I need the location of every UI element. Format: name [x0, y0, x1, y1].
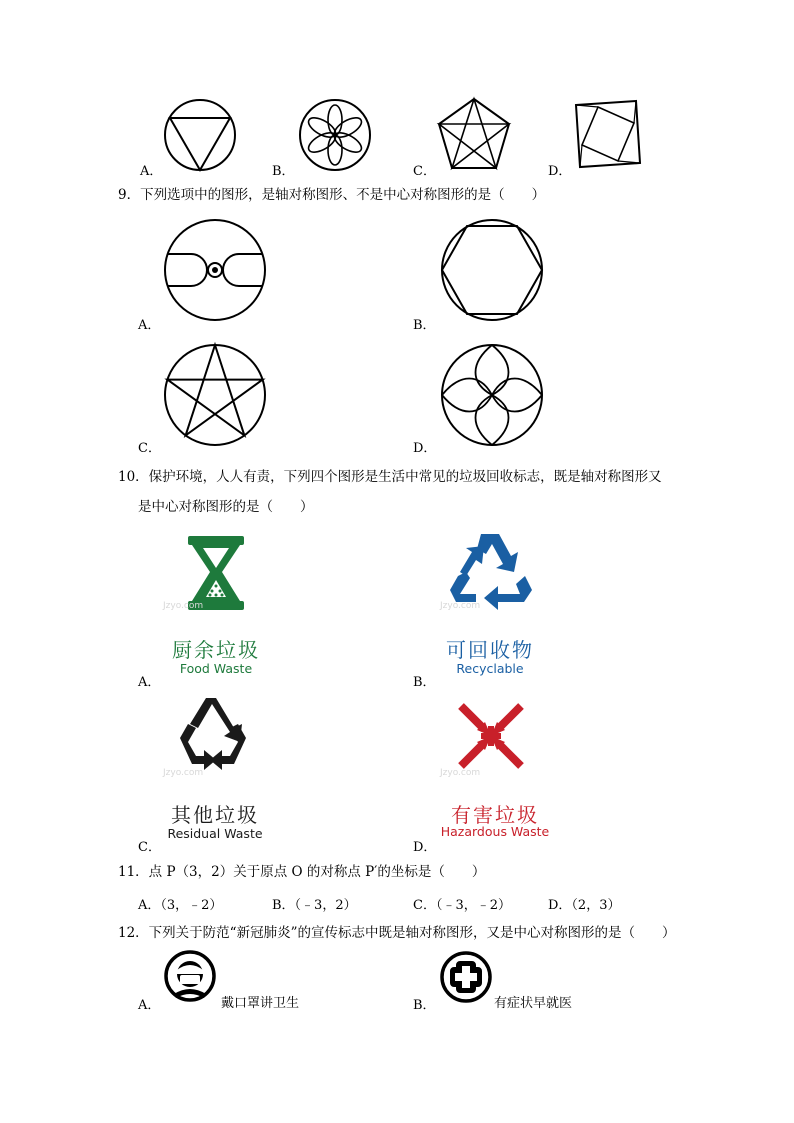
- mask-wearing-icon: [164, 950, 220, 1006]
- sign-recyclable-cn: 可回收物: [446, 638, 534, 662]
- medical-cross-icon: [440, 951, 496, 1007]
- q9-option-a-label[interactable]: A．: [138, 318, 161, 333]
- q10-option-c-label[interactable]: C．: [138, 840, 161, 855]
- sign-food-waste-en: Food Waste: [179, 661, 253, 676]
- q9-figure-d: [440, 343, 550, 453]
- q8-figure-b: [298, 98, 378, 178]
- q12-label-b: 有症状早就医: [494, 996, 573, 1011]
- q10-stem-line2: 是中心对称图形的是（ ）: [138, 499, 314, 515]
- q8-option-a-label[interactable]: A．: [140, 164, 163, 179]
- q9-figure-c: [163, 343, 273, 453]
- q9-option-b-label[interactable]: B．: [413, 318, 436, 333]
- q11-option-d[interactable]: D．（2，3）: [548, 898, 621, 913]
- q9-figure-b: [440, 218, 550, 328]
- q11-option-a[interactable]: A．（3，﹣2）: [138, 898, 223, 913]
- sign-recyclable-en: Recyclable: [456, 661, 524, 676]
- watermark: Jzyo.com: [163, 601, 204, 611]
- q8-option-d-label[interactable]: D．: [548, 164, 572, 179]
- q10-stem-line1: 10．保护环境，人人有责，下列四个图形是生活中常见的垃圾回收标志，既是轴对称图形又: [118, 469, 662, 485]
- q9-stem: 9．下列选项中的图形，是轴对称图形、不是中心对称图形的是（ ）: [118, 187, 546, 203]
- q10-option-b-label[interactable]: B．: [413, 675, 436, 690]
- sign-food-waste-cn: 厨余垃圾: [172, 638, 260, 662]
- q12-option-b-label[interactable]: B．: [413, 998, 436, 1013]
- recycle-icon: [446, 528, 536, 608]
- q11-stem: 11．点 P（3，2）关于原点 O 的对称点 P′的坐标是（ ）: [118, 864, 486, 880]
- watermark: Jzyo.com: [163, 768, 204, 778]
- q11-option-c[interactable]: C．（﹣3，﹣2）: [413, 898, 511, 913]
- q10-option-d-label[interactable]: D．: [413, 840, 437, 855]
- sign-residual-waste-cn: 其他垃圾: [171, 803, 259, 827]
- q8-figure-c: [437, 96, 517, 176]
- q8-option-c-label[interactable]: C．: [413, 164, 436, 179]
- watermark: Jzyo.com: [440, 768, 481, 778]
- watermark: Jzyo.com: [440, 601, 481, 611]
- q9-option-d-label[interactable]: D．: [413, 441, 437, 456]
- q8-figure-a: [163, 98, 243, 178]
- q8-option-b-label[interactable]: B．: [272, 164, 295, 179]
- q11-option-b[interactable]: B．（﹣3，2）: [272, 898, 357, 913]
- q12-stem: 12．下列关于防范“新冠肺炎”的宣传标志中既是轴对称图形，又是中心对称图形的是（ ）: [118, 925, 676, 941]
- q12-label-a: 戴口罩讲卫生: [221, 996, 300, 1011]
- sign-hazardous-waste-en: Hazardous Waste: [440, 824, 550, 839]
- q9-option-c-label[interactable]: C．: [138, 441, 161, 456]
- q9-figure-a: [163, 218, 273, 328]
- sign-residual-waste-en: Residual Waste: [167, 826, 263, 841]
- q12-option-a-label[interactable]: A．: [138, 998, 161, 1013]
- q8-figure-d: [574, 99, 654, 179]
- sign-hazardous-waste-cn: 有害垃圾: [451, 803, 539, 827]
- q10-option-a-label[interactable]: A．: [138, 675, 161, 690]
- residual-waste-icon: [176, 694, 256, 779]
